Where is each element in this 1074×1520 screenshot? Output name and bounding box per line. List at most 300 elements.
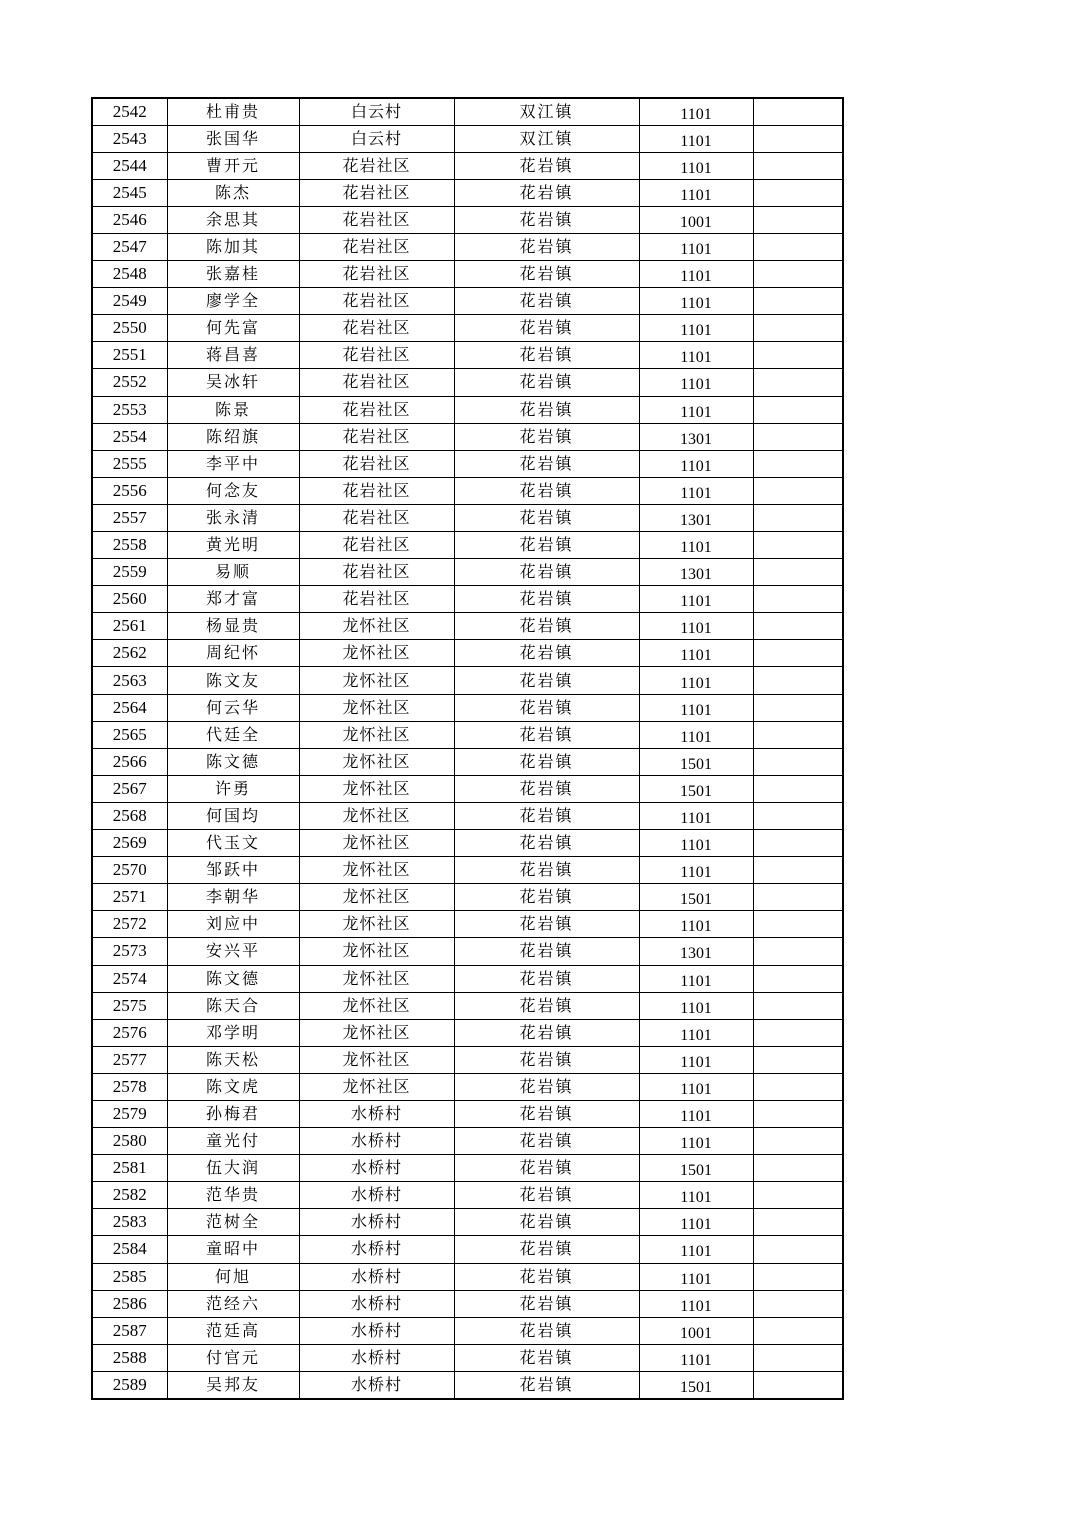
note-cell	[753, 559, 843, 586]
table-row	[92, 1073, 843, 1100]
row-number-cell: 2544	[92, 152, 167, 179]
note-cell	[753, 450, 843, 477]
name-cell: 范树全	[167, 1209, 299, 1236]
note-cell	[753, 477, 843, 504]
village-cell: 花岩社区	[299, 396, 454, 423]
town-cell: 花岩镇	[454, 694, 639, 721]
table-row	[92, 98, 843, 125]
row-number-cell: 2574	[92, 965, 167, 992]
name-cell: 杜甫贵	[167, 98, 299, 125]
town-cell: 花岩镇	[454, 233, 639, 260]
town-cell: 花岩镇	[454, 1263, 639, 1290]
town-cell: 花岩镇	[454, 450, 639, 477]
note-cell	[753, 857, 843, 884]
code-cell: 1101	[639, 369, 753, 396]
code-cell: 1101	[639, 288, 753, 315]
code-cell: 1101	[639, 911, 753, 938]
name-cell: 易顺	[167, 559, 299, 586]
row-number-cell: 2564	[92, 694, 167, 721]
village-cell: 龙怀社区	[299, 992, 454, 1019]
village-cell: 花岩社区	[299, 586, 454, 613]
village-cell: 水桥村	[299, 1100, 454, 1127]
name-cell: 陈杰	[167, 179, 299, 206]
code-cell: 1101	[639, 233, 753, 260]
town-cell: 花岩镇	[454, 342, 639, 369]
table-row	[92, 911, 843, 938]
town-cell: 花岩镇	[454, 884, 639, 911]
village-cell: 水桥村	[299, 1263, 454, 1290]
note-cell	[753, 423, 843, 450]
village-cell: 花岩社区	[299, 423, 454, 450]
village-cell: 龙怀社区	[299, 748, 454, 775]
code-cell: 1101	[639, 965, 753, 992]
name-cell: 张永清	[167, 504, 299, 531]
note-cell	[753, 1263, 843, 1290]
town-cell: 花岩镇	[454, 1182, 639, 1209]
name-cell: 陈天合	[167, 992, 299, 1019]
table-row	[92, 802, 843, 829]
village-cell: 龙怀社区	[299, 965, 454, 992]
town-cell: 花岩镇	[454, 802, 639, 829]
row-number-cell: 2543	[92, 125, 167, 152]
town-cell: 花岩镇	[454, 667, 639, 694]
village-cell: 龙怀社区	[299, 694, 454, 721]
table-row	[92, 1019, 843, 1046]
note-cell	[753, 261, 843, 288]
village-cell: 水桥村	[299, 1236, 454, 1263]
row-number-cell: 2588	[92, 1344, 167, 1371]
row-number-cell: 2561	[92, 613, 167, 640]
note-cell	[753, 98, 843, 125]
code-cell: 1101	[639, 532, 753, 559]
town-cell: 花岩镇	[454, 857, 639, 884]
code-cell: 1101	[639, 721, 753, 748]
name-cell: 许勇	[167, 775, 299, 802]
village-cell: 龙怀社区	[299, 1019, 454, 1046]
table-row	[92, 775, 843, 802]
village-cell: 水桥村	[299, 1290, 454, 1317]
table-row	[92, 504, 843, 531]
name-cell: 伍大润	[167, 1155, 299, 1182]
village-cell: 花岩社区	[299, 179, 454, 206]
note-cell	[753, 884, 843, 911]
note-cell	[753, 1371, 843, 1398]
table-row	[92, 179, 843, 206]
code-cell: 1101	[639, 1236, 753, 1263]
name-cell: 邹跃中	[167, 857, 299, 884]
note-cell	[753, 1182, 843, 1209]
note-cell	[753, 342, 843, 369]
village-cell: 水桥村	[299, 1209, 454, 1236]
name-cell: 陈文德	[167, 965, 299, 992]
code-cell: 1101	[639, 586, 753, 613]
table-row	[92, 1371, 843, 1398]
row-number-cell: 2557	[92, 504, 167, 531]
code-cell: 1101	[639, 1046, 753, 1073]
table-row	[92, 1263, 843, 1290]
row-number-cell: 2554	[92, 423, 167, 450]
table-row	[92, 369, 843, 396]
note-cell	[753, 775, 843, 802]
note-cell	[753, 206, 843, 233]
row-number-cell: 2573	[92, 938, 167, 965]
village-cell: 花岩社区	[299, 152, 454, 179]
row-number-cell: 2582	[92, 1182, 167, 1209]
town-cell: 花岩镇	[454, 1128, 639, 1155]
code-cell: 1101	[639, 1209, 753, 1236]
village-cell: 水桥村	[299, 1317, 454, 1344]
town-cell: 花岩镇	[454, 477, 639, 504]
note-cell	[753, 179, 843, 206]
name-cell: 何旭	[167, 1263, 299, 1290]
code-cell: 1301	[639, 938, 753, 965]
town-cell: 花岩镇	[454, 613, 639, 640]
note-cell	[753, 613, 843, 640]
name-cell: 童昭中	[167, 1236, 299, 1263]
village-cell: 花岩社区	[299, 532, 454, 559]
note-cell	[753, 504, 843, 531]
note-cell	[753, 315, 843, 342]
code-cell: 1001	[639, 206, 753, 233]
town-cell: 花岩镇	[454, 586, 639, 613]
town-cell: 花岩镇	[454, 721, 639, 748]
name-cell: 孙梅君	[167, 1100, 299, 1127]
town-cell: 花岩镇	[454, 1236, 639, 1263]
town-cell: 花岩镇	[454, 938, 639, 965]
row-number-cell: 2555	[92, 450, 167, 477]
town-cell: 花岩镇	[454, 423, 639, 450]
name-cell: 陈文德	[167, 748, 299, 775]
village-cell: 龙怀社区	[299, 911, 454, 938]
town-cell: 花岩镇	[454, 261, 639, 288]
village-cell: 龙怀社区	[299, 830, 454, 857]
row-number-cell: 2548	[92, 261, 167, 288]
name-cell: 杨显贵	[167, 613, 299, 640]
town-cell: 花岩镇	[454, 775, 639, 802]
table-row	[92, 748, 843, 775]
code-cell: 1501	[639, 884, 753, 911]
town-cell: 花岩镇	[454, 1317, 639, 1344]
table-row	[92, 1236, 843, 1263]
note-cell	[753, 125, 843, 152]
note-cell	[753, 396, 843, 423]
village-cell: 白云村	[299, 98, 454, 125]
town-cell: 花岩镇	[454, 288, 639, 315]
row-number-cell: 2553	[92, 396, 167, 423]
note-cell	[753, 911, 843, 938]
village-cell: 白云村	[299, 125, 454, 152]
name-cell: 刘应中	[167, 911, 299, 938]
table-row	[92, 938, 843, 965]
table-row	[92, 667, 843, 694]
row-number-cell: 2566	[92, 748, 167, 775]
code-cell: 1101	[639, 1073, 753, 1100]
note-cell	[753, 721, 843, 748]
table-row	[92, 640, 843, 667]
row-number-cell: 2572	[92, 911, 167, 938]
table-row	[92, 613, 843, 640]
village-cell: 龙怀社区	[299, 857, 454, 884]
town-cell: 花岩镇	[454, 1073, 639, 1100]
name-cell: 吴冰轩	[167, 369, 299, 396]
code-cell: 1101	[639, 125, 753, 152]
row-number-cell: 2558	[92, 532, 167, 559]
row-number-cell: 2577	[92, 1046, 167, 1073]
row-number-cell: 2579	[92, 1100, 167, 1127]
name-cell: 曹开元	[167, 152, 299, 179]
village-cell: 水桥村	[299, 1344, 454, 1371]
table-row	[92, 1155, 843, 1182]
village-cell: 花岩社区	[299, 504, 454, 531]
town-cell: 花岩镇	[454, 532, 639, 559]
code-cell: 1101	[639, 1128, 753, 1155]
code-cell: 1101	[639, 261, 753, 288]
row-number-cell: 2585	[92, 1263, 167, 1290]
row-number-cell: 2547	[92, 233, 167, 260]
town-cell: 花岩镇	[454, 179, 639, 206]
town-cell: 花岩镇	[454, 152, 639, 179]
row-number-cell: 2565	[92, 721, 167, 748]
table-row	[92, 586, 843, 613]
name-cell: 陈绍旗	[167, 423, 299, 450]
code-cell: 1101	[639, 477, 753, 504]
code-cell: 1101	[639, 342, 753, 369]
table-body	[92, 98, 843, 1399]
village-cell: 龙怀社区	[299, 884, 454, 911]
table-row	[92, 1182, 843, 1209]
code-cell: 1001	[639, 1317, 753, 1344]
note-cell	[753, 1046, 843, 1073]
village-cell: 水桥村	[299, 1182, 454, 1209]
name-cell: 何先富	[167, 315, 299, 342]
town-cell: 花岩镇	[454, 911, 639, 938]
note-cell	[753, 1073, 843, 1100]
town-cell: 花岩镇	[454, 748, 639, 775]
town-cell: 花岩镇	[454, 1100, 639, 1127]
name-cell: 张国华	[167, 125, 299, 152]
row-number-cell: 2584	[92, 1236, 167, 1263]
name-cell: 代玉文	[167, 830, 299, 857]
village-cell: 龙怀社区	[299, 938, 454, 965]
name-cell: 蒋昌喜	[167, 342, 299, 369]
name-cell: 黄光明	[167, 532, 299, 559]
name-cell: 范廷高	[167, 1317, 299, 1344]
note-cell	[753, 1128, 843, 1155]
town-cell: 花岩镇	[454, 1290, 639, 1317]
table-row	[92, 423, 843, 450]
name-cell: 廖学全	[167, 288, 299, 315]
town-cell: 花岩镇	[454, 369, 639, 396]
name-cell: 何国均	[167, 802, 299, 829]
row-number-cell: 2552	[92, 369, 167, 396]
table-row	[92, 450, 843, 477]
code-cell: 1101	[639, 613, 753, 640]
note-cell	[753, 965, 843, 992]
village-cell: 花岩社区	[299, 369, 454, 396]
table-row	[92, 1209, 843, 1236]
code-cell: 1101	[639, 694, 753, 721]
note-cell	[753, 1344, 843, 1371]
town-cell: 双江镇	[454, 125, 639, 152]
row-number-cell: 2578	[92, 1073, 167, 1100]
name-cell: 张嘉桂	[167, 261, 299, 288]
note-cell	[753, 532, 843, 559]
name-cell: 余思其	[167, 206, 299, 233]
village-cell: 龙怀社区	[299, 802, 454, 829]
name-cell: 邓学明	[167, 1019, 299, 1046]
code-cell: 1101	[639, 1263, 753, 1290]
note-cell	[753, 369, 843, 396]
row-number-cell: 2546	[92, 206, 167, 233]
table-row	[92, 1128, 843, 1155]
note-cell	[753, 667, 843, 694]
note-cell	[753, 586, 843, 613]
table-row	[92, 315, 843, 342]
village-cell: 龙怀社区	[299, 613, 454, 640]
row-number-cell: 2586	[92, 1290, 167, 1317]
town-cell: 花岩镇	[454, 965, 639, 992]
code-cell: 1301	[639, 559, 753, 586]
table-row	[92, 152, 843, 179]
code-cell: 1101	[639, 396, 753, 423]
village-cell: 花岩社区	[299, 342, 454, 369]
table-row	[92, 559, 843, 586]
village-cell: 龙怀社区	[299, 775, 454, 802]
town-cell: 花岩镇	[454, 1344, 639, 1371]
village-cell: 花岩社区	[299, 477, 454, 504]
code-cell: 1301	[639, 504, 753, 531]
village-cell: 龙怀社区	[299, 667, 454, 694]
note-cell	[753, 802, 843, 829]
town-cell: 花岩镇	[454, 206, 639, 233]
town-cell: 花岩镇	[454, 992, 639, 1019]
table-row	[92, 261, 843, 288]
row-number-cell: 2567	[92, 775, 167, 802]
town-cell: 花岩镇	[454, 1046, 639, 1073]
name-cell: 周纪怀	[167, 640, 299, 667]
name-cell: 何念友	[167, 477, 299, 504]
code-cell: 1101	[639, 1019, 753, 1046]
table-row	[92, 125, 843, 152]
code-cell: 1101	[639, 992, 753, 1019]
code-cell: 1101	[639, 98, 753, 125]
village-cell: 水桥村	[299, 1128, 454, 1155]
note-cell	[753, 1100, 843, 1127]
village-cell: 花岩社区	[299, 288, 454, 315]
row-number-cell: 2575	[92, 992, 167, 1019]
table-row	[92, 1344, 843, 1371]
code-cell: 1101	[639, 857, 753, 884]
row-number-cell: 2568	[92, 802, 167, 829]
name-cell: 范经六	[167, 1290, 299, 1317]
town-cell: 花岩镇	[454, 1371, 639, 1398]
town-cell: 花岩镇	[454, 315, 639, 342]
note-cell	[753, 992, 843, 1019]
row-number-cell: 2550	[92, 315, 167, 342]
code-cell: 1101	[639, 1100, 753, 1127]
row-number-cell: 2545	[92, 179, 167, 206]
table-row	[92, 342, 843, 369]
code-cell: 1101	[639, 640, 753, 667]
table-row	[92, 992, 843, 1019]
table-row	[92, 965, 843, 992]
table-row	[92, 1100, 843, 1127]
village-cell: 水桥村	[299, 1371, 454, 1398]
row-number-cell: 2589	[92, 1371, 167, 1398]
town-cell: 花岩镇	[454, 1155, 639, 1182]
name-cell: 代廷全	[167, 721, 299, 748]
name-cell: 李朝华	[167, 884, 299, 911]
town-cell: 花岩镇	[454, 559, 639, 586]
note-cell	[753, 1290, 843, 1317]
table-row	[92, 1046, 843, 1073]
name-cell: 陈文友	[167, 667, 299, 694]
name-cell: 吴邦友	[167, 1371, 299, 1398]
village-cell: 龙怀社区	[299, 721, 454, 748]
name-cell: 安兴平	[167, 938, 299, 965]
town-cell: 花岩镇	[454, 640, 639, 667]
code-cell: 1501	[639, 1155, 753, 1182]
town-cell: 花岩镇	[454, 1019, 639, 1046]
village-cell: 水桥村	[299, 1155, 454, 1182]
table-row	[92, 477, 843, 504]
row-number-cell: 2551	[92, 342, 167, 369]
note-cell	[753, 152, 843, 179]
code-cell: 1101	[639, 315, 753, 342]
village-cell: 花岩社区	[299, 206, 454, 233]
table-row	[92, 830, 843, 857]
note-cell	[753, 748, 843, 775]
row-number-cell: 2570	[92, 857, 167, 884]
village-cell: 花岩社区	[299, 559, 454, 586]
code-cell: 1101	[639, 667, 753, 694]
name-cell: 陈天松	[167, 1046, 299, 1073]
code-cell: 1101	[639, 830, 753, 857]
table-row	[92, 532, 843, 559]
table-row	[92, 396, 843, 423]
town-cell: 花岩镇	[454, 830, 639, 857]
code-cell: 1101	[639, 802, 753, 829]
village-cell: 龙怀社区	[299, 1046, 454, 1073]
note-cell	[753, 1317, 843, 1344]
data-table	[91, 97, 844, 1400]
note-cell	[753, 1236, 843, 1263]
note-cell	[753, 288, 843, 315]
row-number-cell: 2583	[92, 1209, 167, 1236]
table-row	[92, 721, 843, 748]
name-cell: 童光付	[167, 1128, 299, 1155]
note-cell	[753, 1155, 843, 1182]
name-cell: 范华贵	[167, 1182, 299, 1209]
row-number-cell: 2563	[92, 667, 167, 694]
town-cell: 双江镇	[454, 98, 639, 125]
name-cell: 郑才富	[167, 586, 299, 613]
code-cell: 1501	[639, 1371, 753, 1398]
code-cell: 1101	[639, 152, 753, 179]
note-cell	[753, 1209, 843, 1236]
village-cell: 龙怀社区	[299, 1073, 454, 1100]
village-cell: 龙怀社区	[299, 640, 454, 667]
row-number-cell: 2560	[92, 586, 167, 613]
row-number-cell: 2556	[92, 477, 167, 504]
note-cell	[753, 1019, 843, 1046]
row-number-cell: 2576	[92, 1019, 167, 1046]
village-cell: 花岩社区	[299, 315, 454, 342]
row-number-cell: 2562	[92, 640, 167, 667]
name-cell: 付官元	[167, 1344, 299, 1371]
code-cell: 1101	[639, 179, 753, 206]
row-number-cell: 2587	[92, 1317, 167, 1344]
